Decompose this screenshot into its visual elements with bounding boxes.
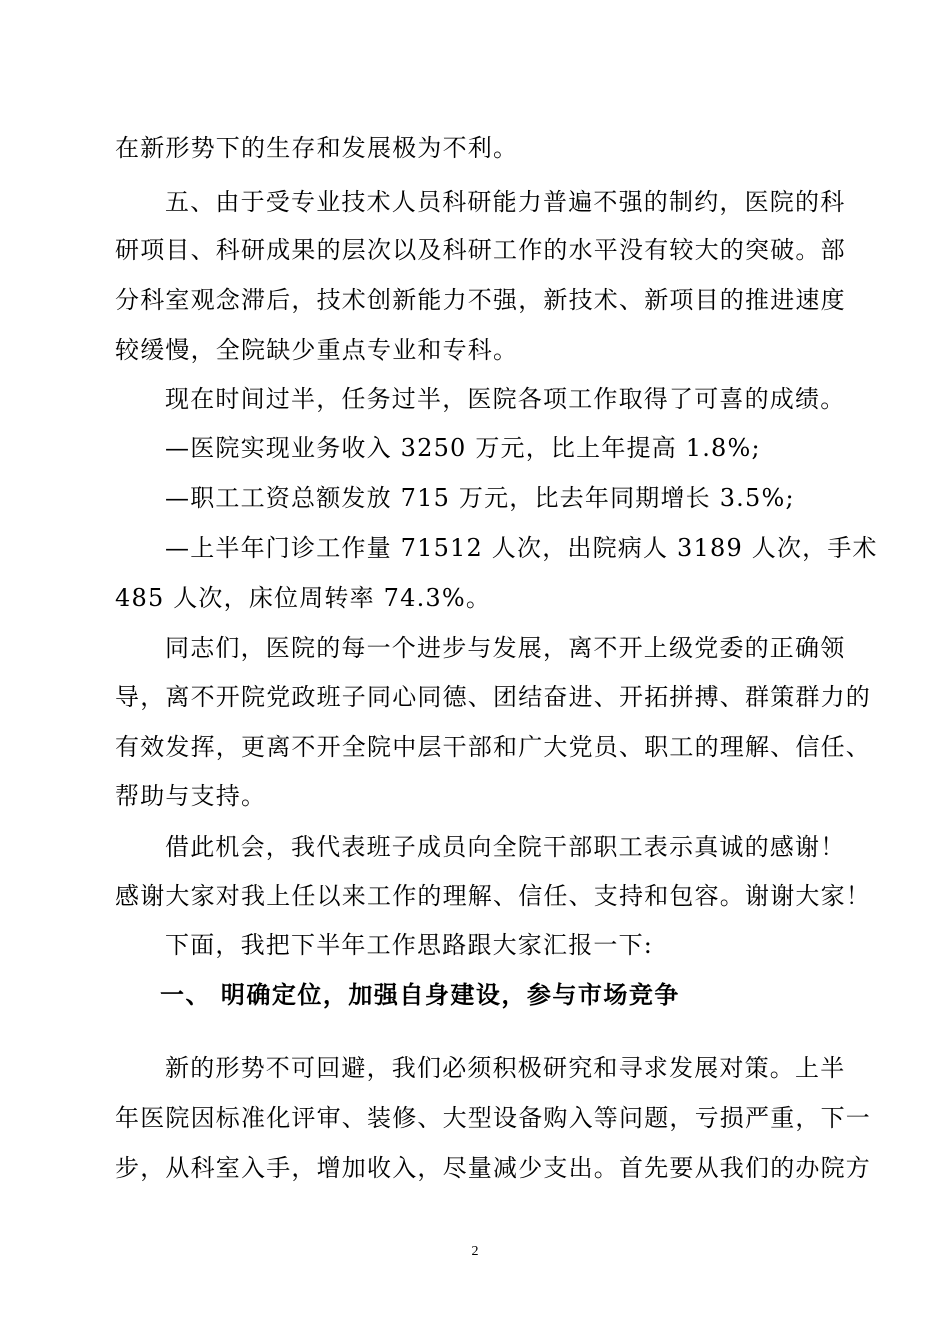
text-line: 较缓慢，全院缺少重点专业和专科。 [115,336,519,364]
text-line: 导，离不开院党政班子同心同德、团结奋进、开拓拼搏、群策群力的 [115,683,871,711]
text-line: —职工工资总额发放 715 万元，比去年同期增长 3.5%; [165,484,795,512]
text-line: 分科室观念滞后，技术创新能力不强，新技术、新项目的推进速度 [115,286,846,314]
text-line: 步，从科室入手，增加收入，尽量减少支出。首先要从我们的办院方 [115,1154,871,1182]
text-line: 新的形势不可回避，我们必须积极研究和寻求发展对策。上半 [165,1054,846,1082]
text-line: —医院实现业务收入 3250 万元，比上年提高 1.8%; [165,434,761,462]
text-line: 同志们，医院的每一个进步与发展，离不开上级党委的正确领 [165,634,846,662]
text-line: 485 人次，床位周转率 74.3%。 [115,584,492,612]
section-heading: 一、 明确定位，加强自身建设，参与市场竞争 [160,981,680,1009]
text-line: 有效发挥，更离不开全院中层干部和广大党员、职工的理解、信任、 [115,733,871,761]
text-line: —上半年门诊工作量 71512 人次，出院病人 3189 人次，手术 [165,534,878,562]
text-line: 在新形势下的生存和发展极为不利。 [115,134,519,162]
text-line: 帮助与支持。 [115,782,267,810]
text-line: 年医院因标准化评审、装修、大型设备购入等问题，亏损严重，下一 [115,1104,871,1132]
text-line: 感谢大家对我上任以来工作的理解、信任、支持和包容。谢谢大家！ [115,882,871,910]
text-line: 借此机会，我代表班子成员向全院干部职工表示真诚的感谢！ [165,833,846,861]
text-line: 研项目、科研成果的层次以及科研工作的水平没有较大的突破。部 [115,236,846,264]
page-number: 2 [471,1244,479,1259]
text-line: 现在时间过半，任务过半，医院各项工作取得了可喜的成绩。 [165,385,846,413]
text-line: 下面，我把下半年工作思路跟大家汇报一下: [165,931,654,959]
text-line: 五、由于受专业技术人员科研能力普遍不强的制约，医院的科 [165,188,846,216]
